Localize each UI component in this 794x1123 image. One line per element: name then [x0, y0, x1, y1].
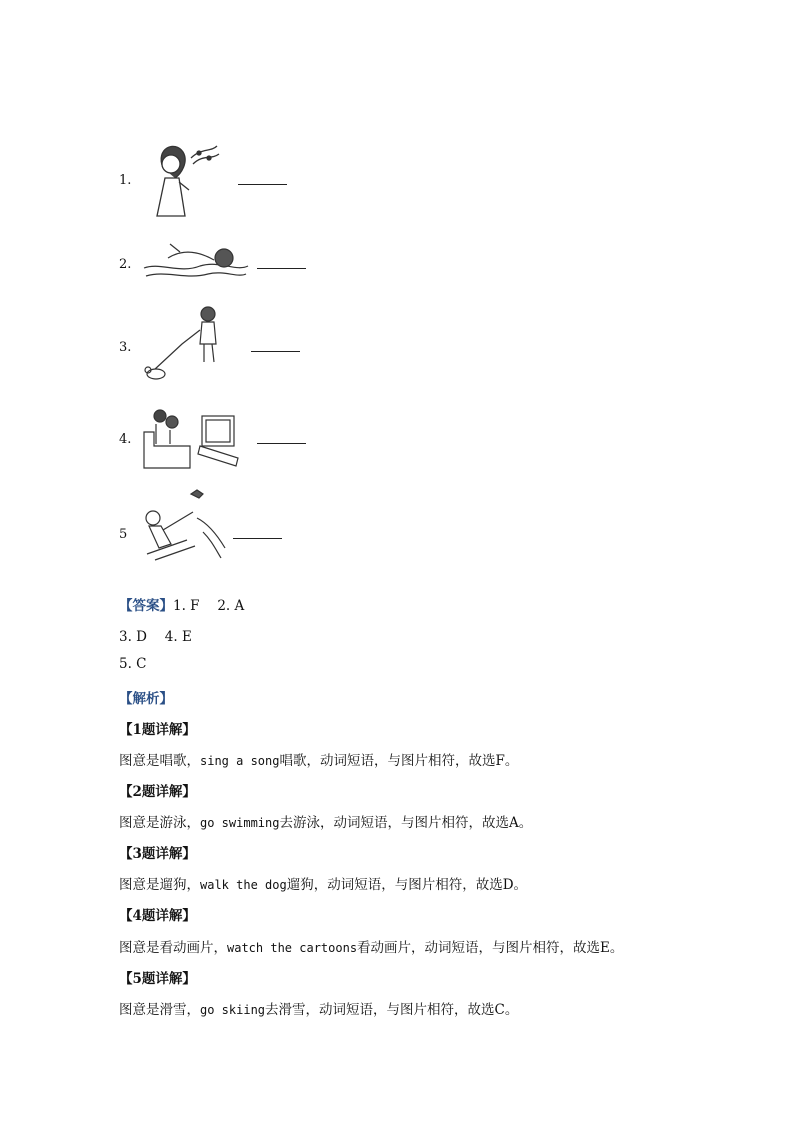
analysis-item-2-pre: 图意是游泳，: [119, 815, 200, 831]
analysis-item-2-heading: 【2题详解】: [119, 784, 196, 800]
question-number-3: 3.: [119, 340, 132, 355]
analysis-item-3-heading: 【3题详解】: [119, 846, 196, 862]
analysis-item-4-en: watch the cartoons: [227, 941, 358, 955]
analysis-item-3-pre: 图意是遛狗，: [119, 877, 200, 893]
analysis-item-2-text: [119, 811, 532, 831]
analysis-item-1-pre: 图意是唱歌，: [119, 753, 200, 769]
answer-row-1: [119, 594, 244, 614]
skier-illustration: [137, 488, 229, 566]
question-number-5: 5: [119, 527, 128, 542]
analysis-item-4-pre: 图意是看动画片，: [119, 940, 227, 956]
analysis-item-1-en: sing a song: [200, 754, 280, 768]
answer-blank-4[interactable]: [257, 443, 306, 444]
answer-blank-5[interactable]: [233, 538, 282, 539]
analysis-item-1-text: [119, 749, 518, 769]
analysis-item-4-post: 看动画片，动词短语，与图片相符，故选E。: [357, 940, 624, 956]
girl-singing-illustration: [145, 138, 221, 220]
analysis-item-2-en: go swimming: [200, 816, 280, 830]
analysis-item-5-pre: 图意是滑雪，: [119, 1002, 200, 1018]
analysis-item-4-heading: 【4题详解】: [119, 908, 196, 924]
analysis-item-3-post: 遛狗，动词短语，与图片相符，故选D。: [286, 877, 528, 893]
answer-row-3: 5. C: [119, 656, 147, 672]
analysis-item-3-en: walk the dog: [200, 878, 287, 892]
boy-swimming-illustration: [140, 238, 250, 284]
question-number-4: 4.: [119, 432, 132, 447]
analysis-item-5-post: 去滑雪，动词短语，与图片相符，故选C。: [265, 1002, 519, 1018]
analysis-item-5-text: [119, 998, 518, 1018]
people-watching-tv-illustration: [140, 402, 240, 472]
answer-text-1: 1. F 2. A: [173, 598, 245, 614]
answer-label: 【答案】: [119, 598, 173, 614]
analysis-item-2-post: 去游泳，动词短语，与图片相符，故选A。: [279, 815, 533, 831]
answer-blank-3[interactable]: [251, 351, 300, 352]
analysis-item-5-heading: 【5题详解】: [119, 971, 196, 987]
question-number-1: 1.: [119, 173, 132, 188]
answer-blank-2[interactable]: [257, 268, 306, 269]
boy-walking-dog-illustration: [142, 304, 234, 386]
analysis-item-3-text: [119, 873, 527, 893]
answer-blank-1[interactable]: [238, 184, 287, 185]
analysis-item-5-en: go skiing: [200, 1003, 266, 1017]
analysis-label: 【解析】: [119, 691, 173, 707]
analysis-item-1-post: 唱歌，动词短语，与图片相符，故选F。: [279, 753, 519, 769]
analysis-item-4-text: [119, 936, 623, 956]
answer-row-2: 3. D 4. E: [119, 629, 192, 645]
analysis-item-1-heading: 【1题详解】: [119, 722, 196, 738]
question-number-2: 2.: [119, 257, 132, 272]
